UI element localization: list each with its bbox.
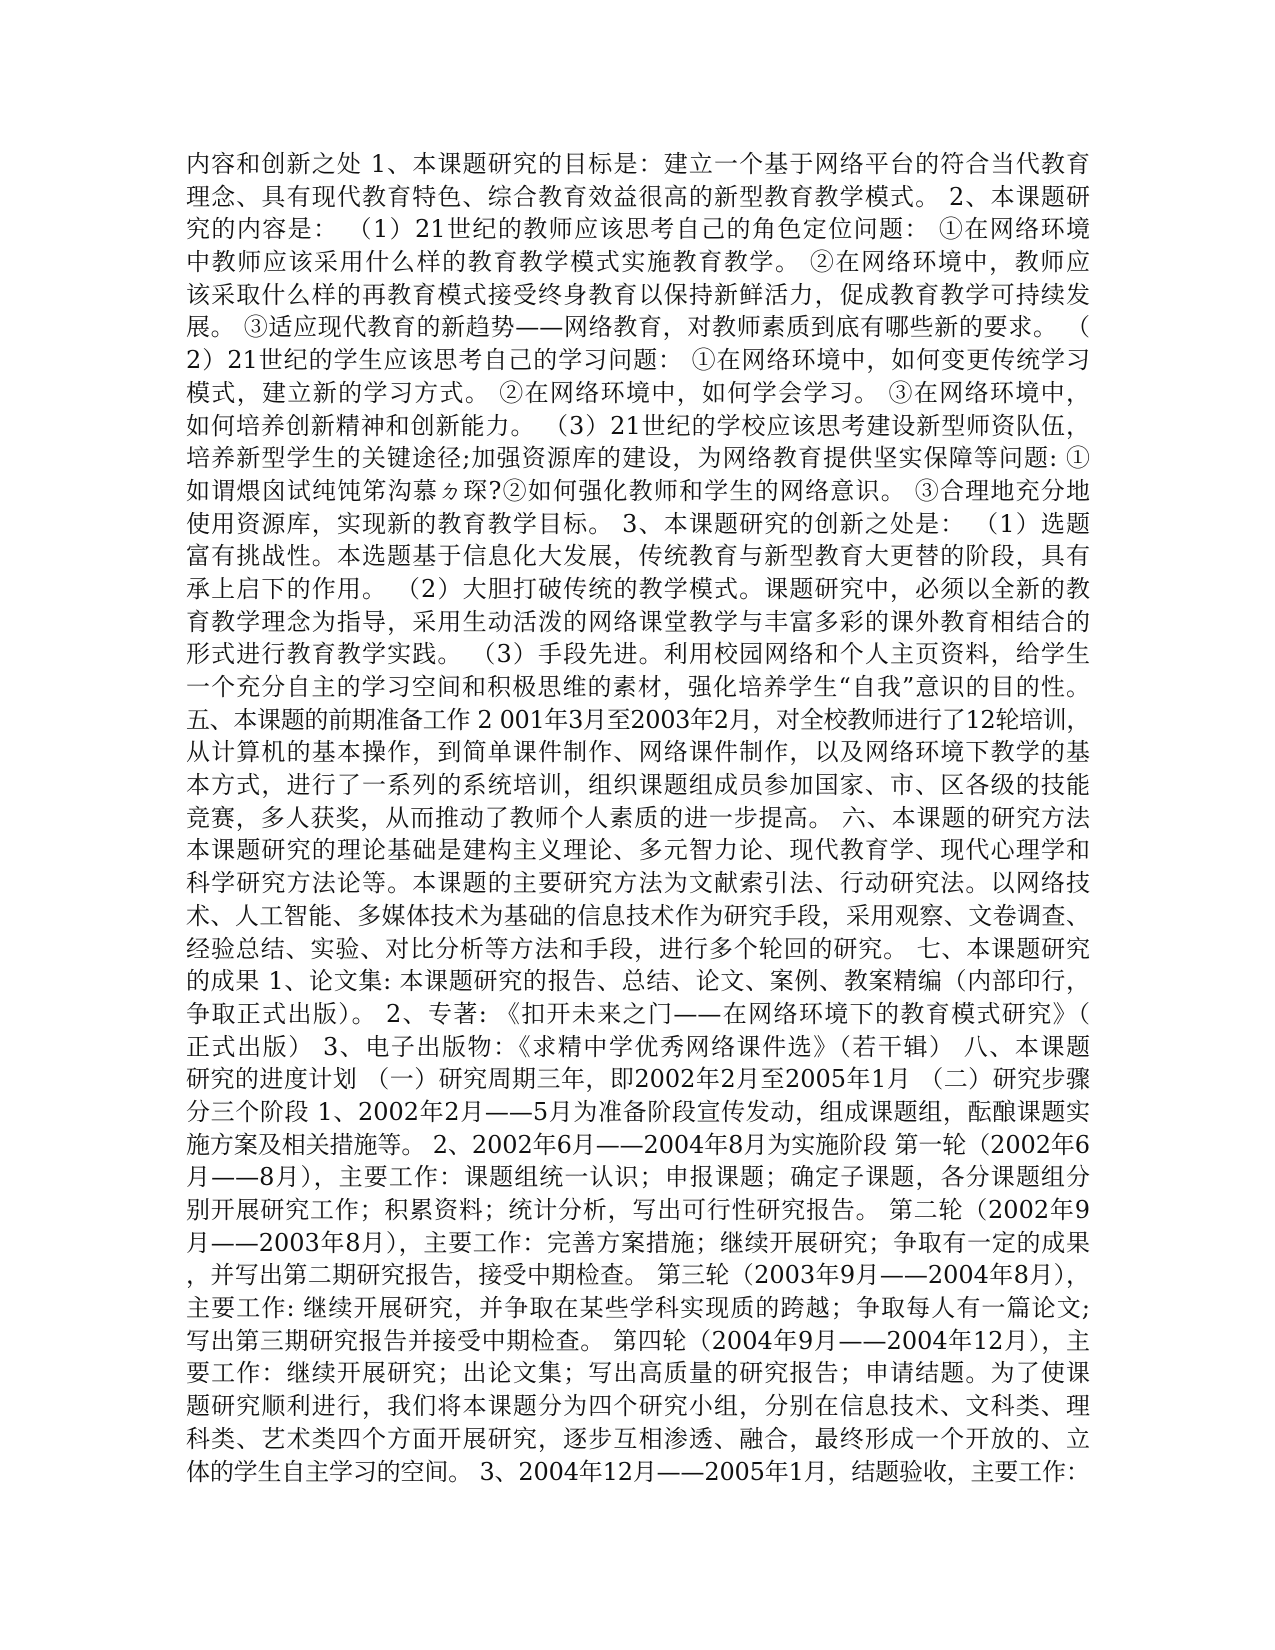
text-line: 五、本课题的前期准备工作 2 001年3月至2003年2月，对全校教师进行了12轮培训， [186, 705, 1090, 734]
text-line: 的成果 1、论文集: 本课题研究的报告、总结、论文、案例、教案精编（内部印行， [186, 967, 1090, 996]
text-line: 体的学生自主学习的空间。 3、2004年12月——2005年1月，结题验收，主要工作： [186, 1457, 1090, 1486]
text-line: 正式出版） 3、电子出版物：《求精中学优秀网络课件选》（若干辑） 八、本课题 [186, 1032, 1090, 1061]
text-line: 育教学理念为指导，采用生动活泼的网络课堂教学与丰富多彩的课外教育相结合的 [186, 607, 1090, 636]
text-line: 写出第三期研究报告并接受中期检查。 第四轮（2004年9月——2004年12月），主 [186, 1326, 1090, 1355]
text-line: ，并写出第二期研究报告，接受中期检查。 第三轮（2003年9月——2004年8月）， [186, 1261, 1090, 1290]
text-line: 主要工作: 继续开展研究，并争取在某些学科实现质的跨越；争取每人有一篇论文; [186, 1294, 1090, 1323]
text-line: 一个充分自主的学习空间和积极思维的素材，强化培养学生“自我”意识的目的性。 [186, 673, 1090, 701]
text-line: 题研究顺利进行，我们将本课题分为四个研究小组，分别在信息技术、文科类、理 [186, 1392, 1090, 1421]
text-line: 理念、具有现代教育特色、综合教育效益很高的新型教育教学模式。 2、本课题研 [186, 182, 1090, 211]
text-line: 别开展研究工作；积累资料；统计分析，写出可行性研究报告。 第二轮（2002年9 [186, 1196, 1090, 1224]
text-line: 要工作：继续开展研究；出论文集；写出高质量的研究报告；申请结题。为了使课 [186, 1359, 1090, 1388]
text-line: 模式，建立新的学习方式。 ②在网络环境中，如何学会学习。 ③在网络环境中， [186, 378, 1090, 407]
text-line: 月——8月），主要工作：课题组统一认识；申报课题；确定子课题，各分课题组分 [186, 1163, 1090, 1192]
text-line: 承上启下的作用。 （2）大胆打破传统的教学模式。课题研究中，必须以全新的教 [186, 574, 1090, 603]
text-line: 施方案及相关措施等。 2、2002年6月——2004年8月为实施阶段 第一轮（2002年6 [186, 1130, 1090, 1159]
text-line: 如何培养创新精神和创新能力。 （3）21世纪的学校应该思考建设新型师资队伍， [186, 411, 1090, 440]
text-line: 2）21世纪的学生应该思考自己的学习问题： ①在网络环境中，如何变更传统学习 [186, 346, 1090, 375]
text-line: 使用资源库，实现新的教育教学目标。 3、本课题研究的创新之处是： （1）选题 [186, 509, 1090, 538]
text-line: 分三个阶段 1、2002年2月——5月为准备阶段宣传发动，组成课题组，酝酿课题实 [186, 1097, 1090, 1126]
text-line: 科类、艺术类四个方面开展研究，逐步互相渗透、融合，最终形成一个开放的、立 [186, 1424, 1090, 1453]
text-line: 内容和创新之处 1、本课题研究的目标是：建立一个基于网络平台的符合当代教育 [186, 150, 1090, 178]
text-line: 竞赛，多人获奖，从而推动了教师个人素质的进一步提高。 六、本课题的研究方法 [186, 803, 1090, 832]
text-line: 究的内容是： （1）21世纪的教师应该思考自己的角色定位问题： ①在网络环境 [186, 215, 1090, 244]
text-line: 月——2003年8月），主要工作：完善方案措施；继续开展研究；争取有一定的成果 [186, 1228, 1090, 1257]
text-line: 展。 ③适应现代教育的新趋势——网络教育，对教师素质到底有哪些新的要求。 （ [186, 313, 1090, 342]
text-line: 本课题研究的理论基础是建构主义理论、多元智力论、现代教育学、现代心理学和 [186, 836, 1090, 865]
text-line: 如谓煨囟试纯饨笫沟慕ㄉ琛?②如何强化教师和学生的网络意识。 ③合理地充分地 [186, 476, 1090, 505]
text-line: 中教师应该采用什么样的教育教学模式实施教育教学。 ②在网络环境中，教师应 [186, 248, 1090, 277]
text-line: 本方式，进行了一系列的系统培训，组织课题组成员参加国家、市、区各级的技能 [186, 771, 1090, 800]
text-line: 培养新型学生的关键途径;加强资源库的建设，为网络教育提供坚实保障等问题: ① [186, 444, 1090, 473]
text-line: 科学研究方法论等。本课题的主要研究方法为文献索引法、行动研究法。以网络技 [186, 869, 1090, 898]
text-line: 形式进行教育教学实践。 （3）手段先进。利用校园网络和个人主页资料，给学生 [186, 640, 1090, 669]
text-line: 富有挑战性。本选题基于信息化大发展，传统教育与新型教育大更替的阶段，具有 [186, 542, 1090, 571]
text-line: 从计算机的基本操作，到简单课件制作、网络课件制作，以及网络环境下教学的基 [186, 738, 1090, 767]
text-line: 该采取什么样的再教育模式接受终身教育以保持新鲜活力，促成教育教学可持续发 [186, 280, 1090, 309]
text-line: 争取正式出版）。 2、专著: 《扣开未来之门——在网络环境下的教育模式研究》（ [186, 999, 1090, 1028]
body-text [186, 148, 1090, 1488]
text-line: 术、人工智能、多媒体技术为基础的信息技术作为研究手段，采用观察、文卷调查、 [186, 901, 1090, 930]
text-line: 经验总结、实验、对比分析等方法和手段，进行多个轮回的研究。 七、本课题研究 [186, 934, 1090, 963]
text-line: 研究的进度计划 （一）研究周期三年，即2002年2月至2005年1月 （二）研究步骤 [186, 1065, 1090, 1094]
